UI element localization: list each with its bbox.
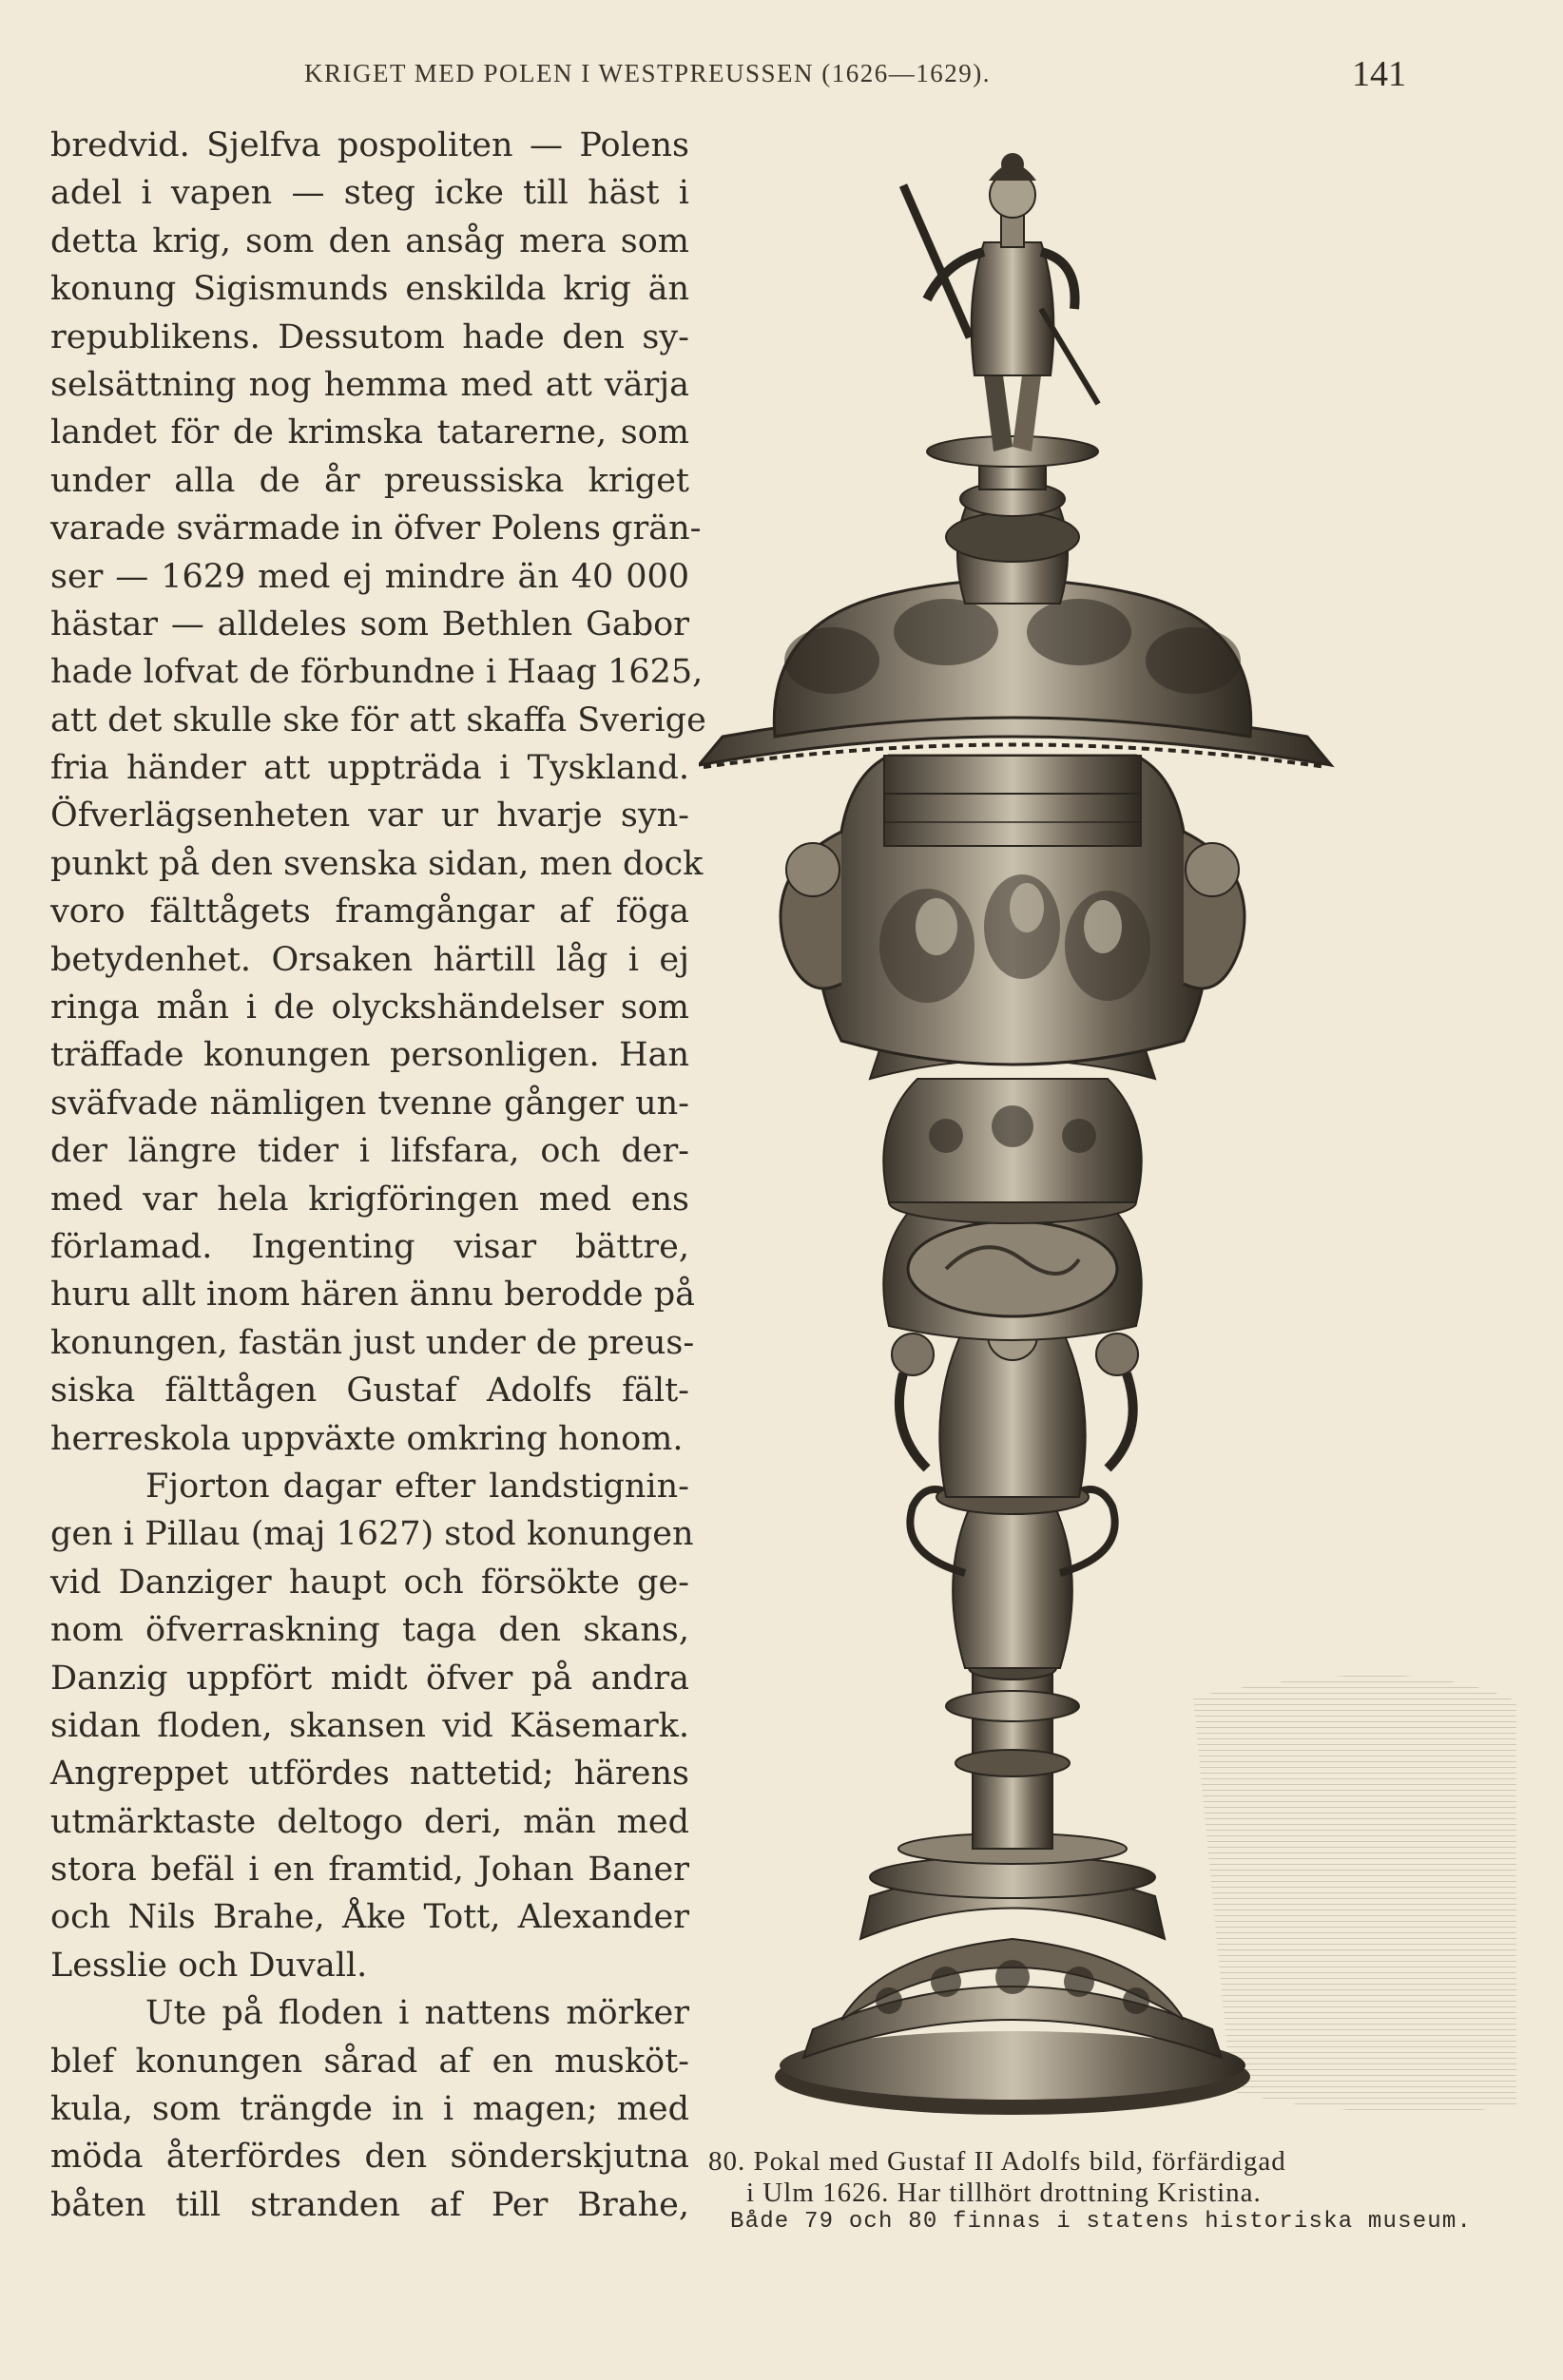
text-line: med var hela krigföringen med ens	[50, 1180, 689, 1219]
text-line: Lesslie och Duvall.	[50, 1946, 368, 1985]
text-line: Danzig uppfört midt öfver på andra	[50, 1659, 689, 1698]
text-line: siska fälttågen Gustaf Adolfs fält-	[50, 1372, 689, 1411]
text-line: der längre tider i lifsfara, och der-	[50, 1132, 689, 1171]
text-line: sväfvade nämligen tvenne gånger un-	[50, 1084, 689, 1123]
text-line: Ute på floden i nattens mörker	[145, 1994, 689, 2033]
text-line: under alla de år preussiska kriget	[50, 461, 689, 500]
text-line: voro fälttågets framgångar af föga	[50, 892, 689, 931]
text-line: hästar — alldeles som Bethlen Gabor	[50, 605, 689, 643]
caption-line: 80. Pokal med Gustaf II Adolfs bild, förfärdigad	[708, 2146, 1286, 2177]
text-line: träffade konungen personligen. Han	[50, 1036, 689, 1075]
text-line: nom öfverraskning taga den skans,	[50, 1611, 689, 1650]
text-line: ser — 1629 med ej mindre än 40 000	[50, 557, 689, 596]
text-line: ringa mån i de olyckshändelser som	[50, 988, 689, 1027]
text-line: gen i Pillau (maj 1627) stod konungen	[50, 1515, 694, 1554]
text-line: punkt på den svenska sidan, men dock	[50, 844, 704, 883]
text-line: betydenhet. Orsaken härtill låg i ej	[50, 940, 689, 979]
running-head: KRIGET MED POLEN I WESTPREUSSEN (1626—1629).	[304, 59, 992, 87]
caption-line: Både 79 och 80 finnas i statens historiska museum.	[730, 2209, 1473, 2235]
goblet-illustration	[699, 90, 1516, 2162]
text-line: fria händer att uppträda i Tyskland.	[50, 749, 689, 788]
text-line: blef konungen sårad af en musköt-	[50, 2042, 689, 2081]
figure-caption	[708, 2146, 1473, 2235]
text-line: konung Sigismunds enskilda krig än	[50, 270, 689, 309]
text-line: vid Danziger haupt och försökte ge-	[50, 1563, 689, 1602]
text-line: och Nils Brahe, Åke Tott, Alexander	[50, 1898, 689, 1937]
text-line: detta krig, som den ansåg mera som	[50, 221, 689, 260]
text-line: utmärktaste deltogo deri, män med	[50, 1802, 689, 1841]
text-line: bredvid. Sjelfva pospoliten — Polens	[50, 126, 689, 164]
text-line: att det skulle ske för att skaffa Sverige	[50, 701, 706, 739]
goblet-engraving	[699, 90, 1516, 2162]
text-line: selsättning nog hemma med att värja	[50, 365, 689, 404]
text-line: stora befäl i en framtid, Johan Baner	[50, 1851, 689, 1890]
page-number: 141	[1352, 54, 1406, 94]
text-line: herreskola uppväxte omkring honom.	[50, 1419, 684, 1458]
caption-line: i Ulm 1626. Har tillhört drottning Kristina.	[746, 2178, 1262, 2208]
text-line: Fjorton dagar efter landstignin-	[145, 1467, 689, 1506]
text-line: huru allt inom hären ännu berodde på	[50, 1276, 696, 1315]
text-line: sidan floden, skansen vid Käsemark.	[50, 1706, 689, 1745]
text-line: adel i vapen — steg icke till häst i	[50, 174, 689, 213]
text-line: förlamad. Ingenting visar bättre,	[50, 1227, 689, 1266]
text-line: kula, som trängde in i magen; med	[50, 2090, 689, 2129]
text-line: republikens. Dessutom hade den sy-	[50, 317, 689, 356]
text-line: Öfverlägsenheten var ur hvarje syn-	[50, 797, 689, 835]
body-text-column	[50, 122, 706, 2229]
text-line: möda återfördes den sönderskjutna	[50, 2138, 689, 2177]
text-line: Angreppet utfördes nattetid; härens	[50, 1755, 689, 1794]
text-line: varade svärmade in öfver Polens grän-	[50, 509, 702, 548]
text-line: hade lofvat de förbundne i Haag 1625,	[50, 653, 704, 692]
text-line: konungen, fastän just under de preus-	[50, 1323, 695, 1362]
text-line: båten till stranden af Per Brahe,	[50, 2185, 689, 2224]
text-line: landet för de krimska tatarerne, som	[50, 413, 689, 452]
